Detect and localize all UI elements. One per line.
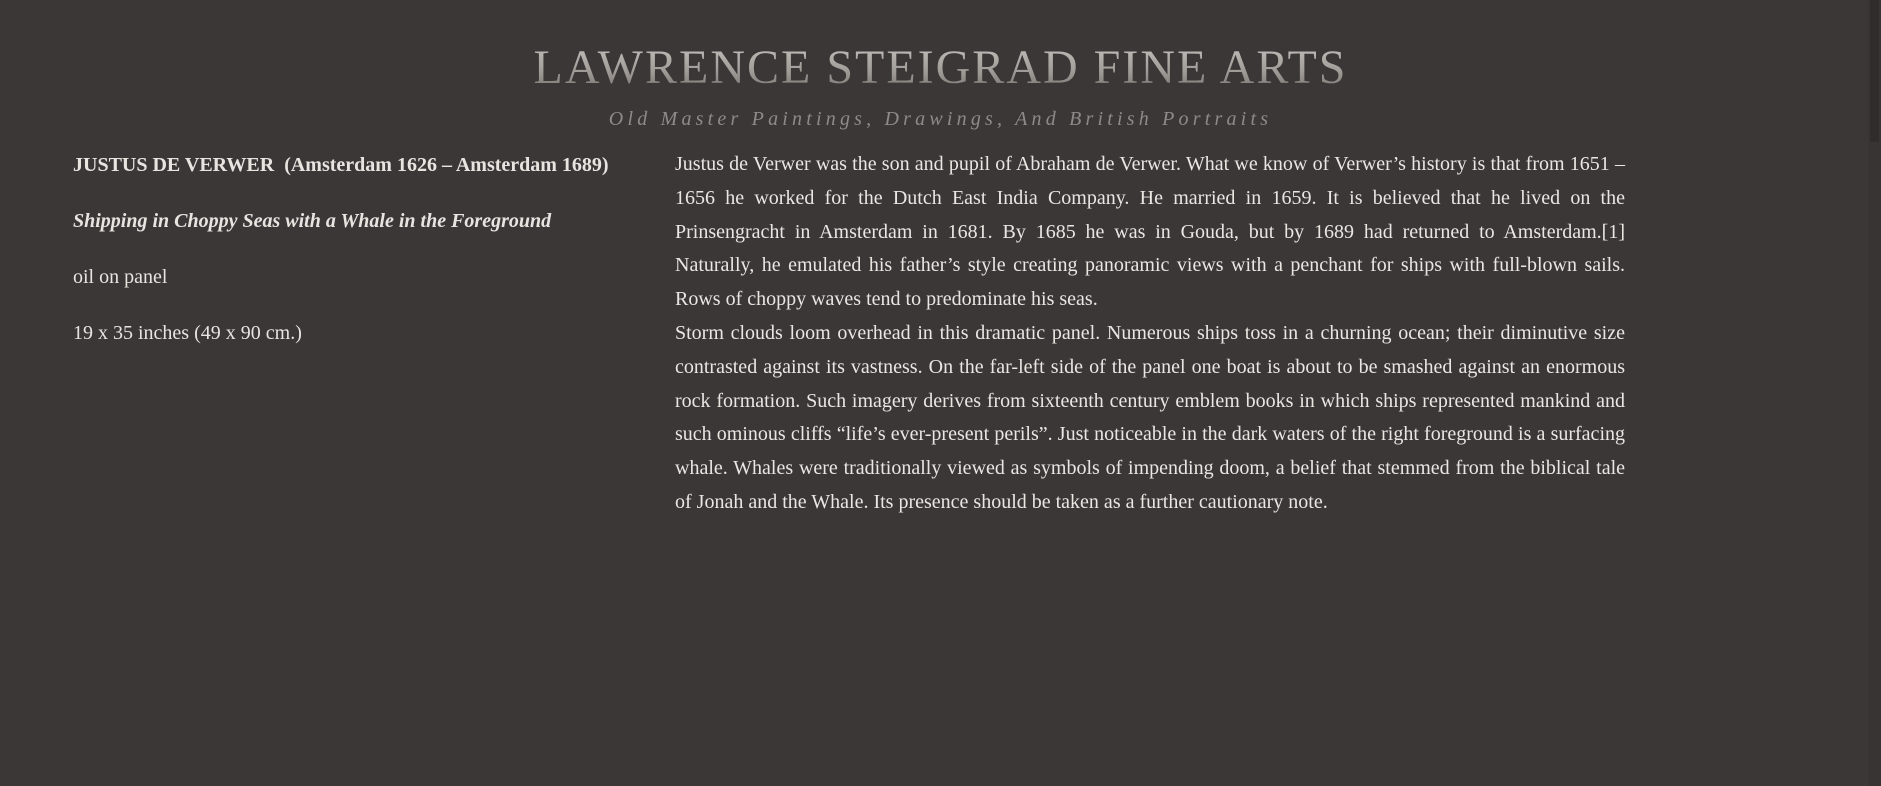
site-header: [0, 40, 1881, 132]
artwork-details: [73, 150, 663, 374]
artist-line: [73, 150, 663, 180]
site-subtitle: Old Master Paintings, Drawings, And British Portraits: [608, 108, 1273, 130]
artist-dates: (Amsterdam 1626 – Amsterdam 1689): [284, 154, 609, 176]
artist-name: JUSTUS DE VERWER: [73, 154, 275, 176]
description-paragraph: Storm clouds loom overhead in this dramatic panel. Numerous ships toss in a churning ocean; their diminutive size contrasted against its vastness. On the far-left side of the panel one boat is about to be smashed against an enormous rock formation. Such imagery derives from sixteenth century emblem books in which ships represented mankind and such ominous cliffs “life’s ever-present perils”. Just noticeable in the dark waters of the right foreground is a surfacing whale. Whales were traditionally viewed as symbols of impending doom, a belief that stemmed from the biblical tale of Jonah and the Whale. Its presence should be taken as a further cautionary note.: [675, 321, 1625, 513]
page-scrollbar[interactable]: [1868, 0, 1881, 786]
artwork-description: [675, 148, 1625, 520]
site-title[interactable]: LAWRENCE STEIGRAD FINE ARTS: [0, 40, 1881, 96]
description-paragraph: Justus de Verwer was the son and pupil of Abraham de Verwer. What we know of Verwer’s history is that from 1651 – 1656 he worked for the Dutch East India Company. He married in 1659. It is believed that he lived on the Prinsengracht in Amsterdam in 1681. By 1685 he was in Gouda, but by 1689 had returned to Amsterdam.[1] Naturally, he emulated his father’s style creating panoramic views with a penchant for ships with full-blown sails. Rows of choppy waves tend to predominate his seas.: [675, 153, 1625, 311]
scrollbar-thumb[interactable]: [1870, 0, 1879, 142]
artwork-title: Shipping in Choppy Seas with a Whale in the Foreground: [73, 210, 552, 232]
artwork-dimensions: 19 x 35 inches (49 x 90 cm.): [73, 322, 302, 344]
artwork-medium: oil on panel: [73, 266, 168, 288]
